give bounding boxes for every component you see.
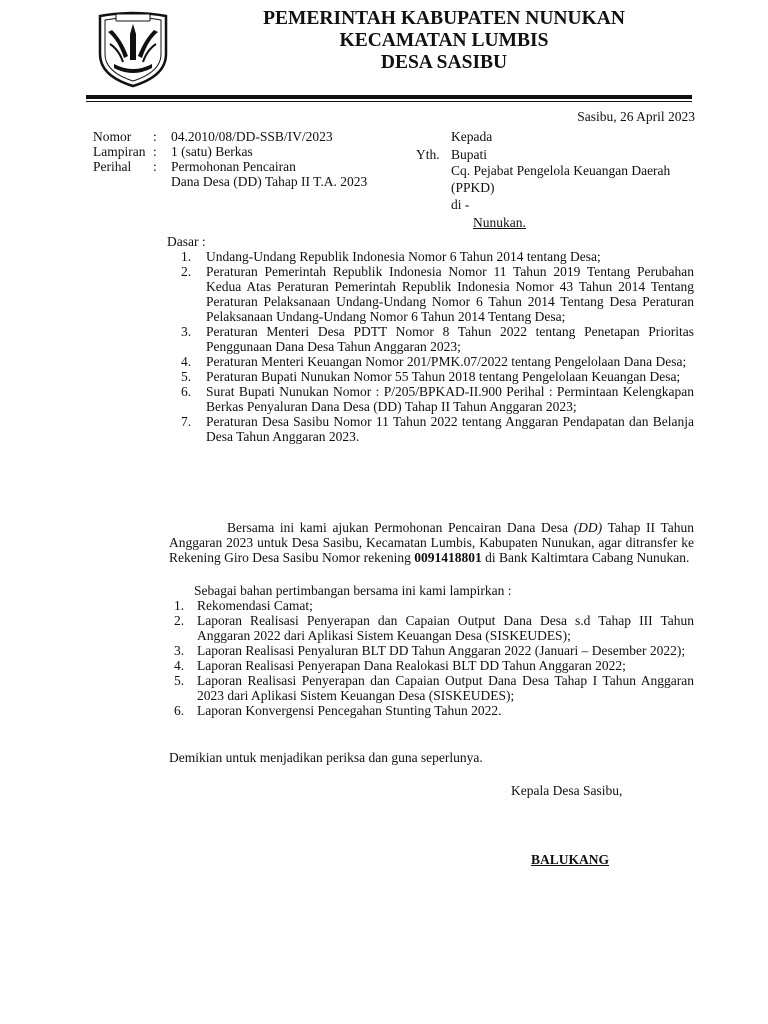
attachment-item: [171, 613, 694, 643]
recipient-line-3: (PPKD): [451, 180, 495, 195]
dasar-item: [181, 324, 694, 354]
attachment-item-number: 4.: [174, 658, 185, 673]
letterhead-line-2: KECAMATAN LUMBIS: [339, 30, 549, 51]
closing-sentence: Demikian untuk menjadikan periksa dan guna seperlunya.: [169, 750, 483, 765]
request-paragraph: [169, 520, 694, 565]
attachment-item: [171, 643, 694, 658]
recipient-line-4: di -: [451, 197, 470, 212]
recipient-line-2: Cq. Pejabat Pengelola Keuangan Daerah: [451, 163, 671, 178]
attachment-item-text: Laporan Realisasi Penyerapan dan Capaian Output Dana Desa Tahap I Tahun Anggaran 2023 dari Aplikasi Sistem Keuangan Desa (SISKEUDES);: [197, 673, 694, 703]
letterhead: [170, 8, 718, 74]
nomor-colon: :: [153, 129, 157, 144]
dasar-item-text: Undang-Undang Republik Indonesia Nomor 6 Tahun 2014 tentang Desa;: [206, 249, 601, 264]
attachment-item-number: 1.: [174, 598, 185, 613]
attachment-item: [171, 673, 694, 703]
dasar-item-text: Peraturan Bupati Nunukan Nomor 55 Tahun 2018 tentang Pengelolaan Keuangan Desa;: [206, 369, 681, 384]
attachment-item-number: 6.: [174, 703, 185, 718]
dasar-title: Dasar :: [167, 234, 206, 249]
lampiran-colon: :: [153, 144, 157, 159]
attachment-item: [171, 658, 694, 673]
letter-date: Sasibu, 26 April 2023: [577, 109, 695, 124]
request-text-c: di Bank Kaltimtara Cabang Nunukan.: [481, 550, 690, 565]
nomor-label: Nomor: [93, 129, 132, 144]
dasar-item-text: Peraturan Pemerintah Republik Indonesia Nomor 11 Tahun 2019 Tentang Perubahan Kedua Atas Peraturan Pemerintah Republik Indonesia Nomor 43 Tahun 2014 Tentang Peraturan Pelaksanaan Undang-Undang Nomor 6 Tahun 2014 Tentang Desa Peraturan Pelaksanaan Undang-Undang Nomor 6 Tahun 2014 Tentang Desa;: [206, 264, 694, 324]
dasar-item: [181, 414, 694, 444]
perihal-value-line-1: Permohonan Pencairan: [171, 159, 296, 174]
attachment-item-number: 2.: [174, 613, 185, 628]
dasar-item-text: Peraturan Menteri Keuangan Nomor 201/PMK.07/2022 tentang Pengelolaan Dana Desa;: [206, 354, 687, 369]
dasar-item-number: 6.: [181, 384, 192, 399]
attachment-item-text: Laporan Realisasi Penyerapan dan Capaian Output Dana Desa s.d Tahap III Tahun Anggaran 2022 dari Aplikasi Sistem Keuangan Desa (SISKEUDES);: [197, 613, 694, 643]
attachment-list: [171, 598, 694, 718]
attachment-intro: Sebagai bahan pertimbangan bersama ini kami lampirkan :: [194, 583, 512, 598]
dasar-list: [181, 249, 694, 444]
attachment-item-number: 3.: [174, 643, 185, 658]
dasar-item: [181, 384, 694, 414]
letterhead-line-1: PEMERINTAH KABUPATEN NUNUKAN: [263, 8, 625, 29]
attachment-item-text: Laporan Realisasi Penyaluran BLT DD Tahun Anggaran 2022 (Januari – Desember 2022);: [197, 643, 686, 658]
request-text-b: Tahap II Tahun Anggaran 2023 untuk Desa Sasibu, Kecamatan Lumbis, Kabupaten Nunukan, agar ditransfer ke Rekening Giro Desa Sasibu Nomor rekening: [169, 520, 695, 565]
dasar-item-number: 7.: [181, 414, 192, 429]
perihal-value-line-2: Dana Desa (DD) Tahap II T.A. 2023: [171, 174, 368, 189]
recipient-yth: Yth.: [416, 147, 440, 162]
letterhead-line-3: DESA SASIBU: [380, 52, 508, 73]
recipient-kepada: Kepada: [451, 129, 493, 144]
attachment-item-text: Laporan Realisasi Penyerapan Dana Realokasi BLT DD Tahun Anggaran 2022;: [197, 658, 626, 673]
lampiran-label: Lampiran: [93, 144, 146, 159]
recipient-line-1: Bupati: [451, 147, 487, 162]
request-dd-abbr: (DD): [573, 520, 603, 535]
attachment-item: [171, 703, 694, 718]
recipient-city: Nunukan.: [473, 215, 526, 230]
dasar-item-number: 5.: [181, 369, 192, 384]
letterhead-rule-thick: [86, 95, 692, 99]
letterhead-rule-thin: [86, 101, 692, 102]
attachment-item-text: Laporan Konvergensi Pencegahan Stunting Tahun 2022.: [197, 703, 502, 718]
perihal-colon: :: [153, 159, 157, 174]
dasar-item: [181, 264, 694, 324]
dasar-item-number: 2.: [181, 264, 192, 279]
lampiran-value: 1 (satu) Berkas: [171, 144, 253, 159]
attachment-item-number: 5.: [174, 673, 185, 688]
perihal-label: Perihal: [93, 159, 132, 174]
dasar-item-number: 1.: [181, 249, 192, 264]
signature-title: Kepala Desa Sasibu,: [511, 783, 623, 798]
attachment-item: [171, 598, 694, 613]
dasar-item-number: 3.: [181, 324, 192, 339]
account-number: 0091418801: [414, 550, 482, 565]
dasar-item-text: Peraturan Desa Sasibu Nomor 11 Tahun 2022 tentang Anggaran Pendapatan dan Belanja Desa Tahun Anggaran 2023.: [206, 414, 694, 444]
dasar-item-number: 4.: [181, 354, 192, 369]
dasar-item: [181, 249, 694, 264]
dasar-item: [181, 354, 694, 369]
dasar-item: [181, 369, 694, 384]
attachment-item-text: Rekomendasi Camat;: [197, 598, 313, 613]
request-text-a: Bersama ini kami ajukan Permohonan Pencairan Dana Desa: [227, 520, 574, 535]
dasar-item-text: Surat Bupati Nunukan Nomor : P/205/BPKAD-II.900 Perihal : Permintaan Kelengkapan Berkas Penyaluran Dana Desa (DD) Tahap II Tahun Anggaran 2023;: [206, 384, 694, 414]
signature-name: BALUKANG: [531, 852, 610, 867]
district-emblem-logo: [92, 10, 174, 88]
dasar-item-text: Peraturan Menteri Desa PDTT Nomor 8 Tahun 2022 tentang Penetapan Prioritas Penggunaan Dana Desa Tahun Anggaran 2023;: [206, 324, 694, 354]
nomor-value: 04.2010/08/DD-SSB/IV/2023: [171, 129, 333, 144]
